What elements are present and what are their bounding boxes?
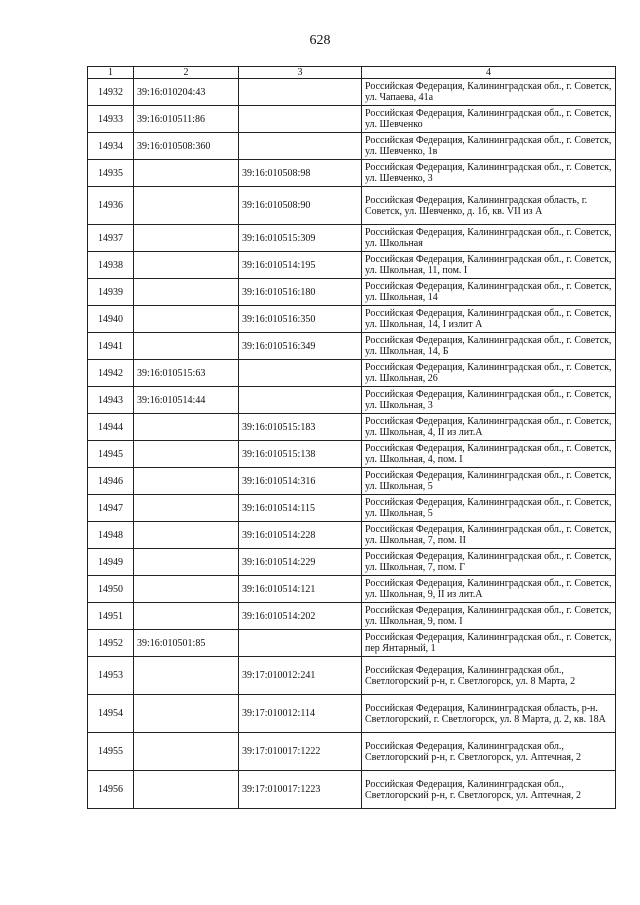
address-cell: Российская Федерация, Калининградская обл., г. Советск, ул. Школьная, 4, пом. I <box>362 441 616 468</box>
address-cell: Российская Федерация, Калининградская обл., г. Советск, ул. Шевченко, 1в <box>362 133 616 160</box>
cadastral-number-cell-alt <box>239 106 362 133</box>
row-number-cell: 14935 <box>88 160 134 187</box>
address-cell: Российская Федерация, Калининградская обл., г. Советск, ул. Школьная, 7, пом. II <box>362 522 616 549</box>
table-row <box>88 79 616 106</box>
cadastral-number-cell <box>134 225 239 252</box>
cadastral-number-cell: 39:16:010501:85 <box>134 630 239 657</box>
address-cell: Российская Федерация, Калининградская обл., г. Советск, ул. Школьная, 9, пом. I <box>362 603 616 630</box>
cadastral-number-cell-alt <box>239 360 362 387</box>
address-cell: Российская Федерация, Калининградская обл., г. Советск, ул. Школьная, 14 <box>362 279 616 306</box>
cadastral-number-cell <box>134 603 239 630</box>
cadastral-number-cell-alt: 39:16:010515:309 <box>239 225 362 252</box>
row-number-cell: 14950 <box>88 576 134 603</box>
cadastral-number-cell-alt: 39:16:010514:229 <box>239 549 362 576</box>
column-header-1: 1 <box>88 67 134 79</box>
cadastral-number-cell-alt <box>239 133 362 160</box>
row-number-cell: 14953 <box>88 657 134 695</box>
table-row <box>88 225 616 252</box>
row-number-cell: 14945 <box>88 441 134 468</box>
cadastral-number-cell <box>134 252 239 279</box>
cadastral-number-cell <box>134 441 239 468</box>
cadastral-number-cell <box>134 549 239 576</box>
column-header-4: 4 <box>362 67 616 79</box>
cadastral-number-cell: 39:16:010508:360 <box>134 133 239 160</box>
column-header-2: 2 <box>134 67 239 79</box>
table-row <box>88 630 616 657</box>
page-number: 628 <box>309 33 331 48</box>
address-cell: Российская Федерация, Калининградская обл., Светлогорский р-н, г. Светлогорск, ул. Аптечная, 2 <box>362 733 616 771</box>
table-row <box>88 603 616 630</box>
table-row <box>88 360 616 387</box>
table-row <box>88 522 616 549</box>
address-cell: Российская Федерация, Калининградская обл., г. Советск, ул. Школьная <box>362 225 616 252</box>
cadastral-number-cell: 39:16:010511:86 <box>134 106 239 133</box>
table-row <box>88 549 616 576</box>
cadastral-number-cell-alt: 39:17:010012:114 <box>239 695 362 733</box>
table-row <box>88 160 616 187</box>
row-number-cell: 14937 <box>88 225 134 252</box>
address-cell: Российская Федерация, Калининградская обл., г. Советск, ул. Шевченко <box>362 106 616 133</box>
row-number-cell: 14942 <box>88 360 134 387</box>
table-row <box>88 333 616 360</box>
row-number-cell: 14934 <box>88 133 134 160</box>
cadastral-number-cell-alt: 39:16:010514:202 <box>239 603 362 630</box>
table-row <box>88 468 616 495</box>
table-row <box>88 495 616 522</box>
cadastral-number-cell-alt: 39:16:010514:121 <box>239 576 362 603</box>
cadastral-number-cell-alt: 39:16:010515:138 <box>239 441 362 468</box>
address-cell: Российская Федерация, Калининградская обл., г. Советск, ул. Школьная, 7, пом. Г <box>362 549 616 576</box>
address-cell: Российская Федерация, Калининградская обл., г. Советск, ул. Школьная, 11, пом. I <box>362 252 616 279</box>
row-number-cell: 14933 <box>88 106 134 133</box>
cadastral-number-cell <box>134 279 239 306</box>
cadastral-number-cell-alt: 39:16:010516:350 <box>239 306 362 333</box>
row-number-cell: 14938 <box>88 252 134 279</box>
table-row <box>88 106 616 133</box>
cadastral-number-cell-alt: 39:16:010508:98 <box>239 160 362 187</box>
address-cell: Российская Федерация, Калининградская обл., г. Советск, ул. Школьная, 14, I излит А <box>362 306 616 333</box>
cadastral-number-cell <box>134 414 239 441</box>
cadastral-number-cell-alt: 39:16:010514:195 <box>239 252 362 279</box>
cadastral-number-cell-alt: 39:16:010514:115 <box>239 495 362 522</box>
row-number-cell: 14946 <box>88 468 134 495</box>
address-cell: Российская Федерация, Калининградская обл., г. Советск, ул. Школьная, 26 <box>362 360 616 387</box>
cadastral-number-cell <box>134 160 239 187</box>
address-cell: Российская Федерация, Калининградская обл., г. Советск, ул. Школьная, 14, Б <box>362 333 616 360</box>
cadastral-number-cell-alt <box>239 387 362 414</box>
table-row <box>88 657 616 695</box>
cadastral-number-cell <box>134 306 239 333</box>
address-cell: Российская Федерация, Калининградская обл., г. Советск, ул. Школьная, 5 <box>362 495 616 522</box>
address-cell: Российская Федерация, Калининградская обл., Светлогорский р-н, г. Светлогорск, ул. 8 Марта, 2 <box>362 657 616 695</box>
row-number-cell: 14941 <box>88 333 134 360</box>
address-cell: Российская Федерация, Калининградская обл., г. Советск, ул. Школьная, 5 <box>362 468 616 495</box>
table-row <box>88 279 616 306</box>
cadastral-number-cell <box>134 333 239 360</box>
cadastral-number-cell-alt: 39:16:010516:180 <box>239 279 362 306</box>
address-cell: Российская Федерация, Калининградская обл., г. Советск, ул. Школьная, 9, II из лит.А <box>362 576 616 603</box>
cadastral-number-cell-alt: 39:16:010514:316 <box>239 468 362 495</box>
address-cell: Российская Федерация, Калининградская обл., г. Советск, пер Янтарный, 1 <box>362 630 616 657</box>
address-cell: Российская Федерация, Калининградская обл., г. Советск, ул. Школьная, 4, II из лит.А <box>362 414 616 441</box>
table-row <box>88 252 616 279</box>
row-number-cell: 14940 <box>88 306 134 333</box>
row-number-cell: 14951 <box>88 603 134 630</box>
row-number-cell: 14944 <box>88 414 134 441</box>
address-cell: Российская Федерация, Калининградская обл., г. Советск, ул. Школьная, 3 <box>362 387 616 414</box>
table-row <box>88 441 616 468</box>
cadastral-number-cell: 39:16:010514:44 <box>134 387 239 414</box>
table-row <box>88 414 616 441</box>
cadastral-number-cell-alt: 39:16:010516:349 <box>239 333 362 360</box>
table-row <box>88 133 616 160</box>
cadastral-number-cell <box>134 695 239 733</box>
cadastral-number-cell-alt: 39:17:010017:1223 <box>239 771 362 809</box>
table-row <box>88 576 616 603</box>
address-cell: Российская Федерация, Калининградская обл., г. Советск, ул. Чапаева, 41а <box>362 79 616 106</box>
registry-table <box>87 66 616 809</box>
row-number-cell: 14955 <box>88 733 134 771</box>
cadastral-number-cell-alt: 39:16:010515:183 <box>239 414 362 441</box>
row-number-cell: 14932 <box>88 79 134 106</box>
cadastral-number-cell <box>134 733 239 771</box>
row-number-cell: 14939 <box>88 279 134 306</box>
row-number-cell: 14952 <box>88 630 134 657</box>
row-number-cell: 14936 <box>88 187 134 225</box>
cadastral-number-cell-alt: 39:17:010012:241 <box>239 657 362 695</box>
table-body <box>88 79 616 809</box>
table-row <box>88 387 616 414</box>
address-cell: Российская Федерация, Калининградская обл., Светлогорский р-н, г. Светлогорск, ул. Аптечная, 2 <box>362 771 616 809</box>
cadastral-number-cell-alt: 39:16:010508:90 <box>239 187 362 225</box>
table-row <box>88 733 616 771</box>
table-row <box>88 771 616 809</box>
cadastral-number-cell-alt <box>239 79 362 106</box>
cadastral-number-cell <box>134 771 239 809</box>
cadastral-number-cell <box>134 468 239 495</box>
cadastral-number-cell <box>134 657 239 695</box>
cadastral-number-cell <box>134 495 239 522</box>
row-number-cell: 14956 <box>88 771 134 809</box>
address-cell: Российская Федерация, Калининградская область, р-н. Светлогорский, г. Светлогорск, ул. 8 Марта, д. 2, кв. 18А <box>362 695 616 733</box>
cadastral-number-cell <box>134 187 239 225</box>
row-number-cell: 14948 <box>88 522 134 549</box>
column-header-3: 3 <box>239 67 362 79</box>
address-cell: Российская Федерация, Калининградская обл., г. Советск, ул. Шевченко, 3 <box>362 160 616 187</box>
row-number-cell: 14947 <box>88 495 134 522</box>
row-number-cell: 14954 <box>88 695 134 733</box>
table-row <box>88 187 616 225</box>
row-number-cell: 14949 <box>88 549 134 576</box>
table-row <box>88 306 616 333</box>
header-row <box>88 67 616 79</box>
cadastral-number-cell <box>134 576 239 603</box>
cadastral-number-cell-alt: 39:17:010017:1222 <box>239 733 362 771</box>
cadastral-number-cell: 39:16:010515:63 <box>134 360 239 387</box>
table-row <box>88 695 616 733</box>
address-cell: Российская Федерация, Калининградская область, г. Советск, ул. Шевченко, д. 1б, кв. VII из А <box>362 187 616 225</box>
row-number-cell: 14943 <box>88 387 134 414</box>
cadastral-number-cell-alt: 39:16:010514:228 <box>239 522 362 549</box>
cadastral-number-cell: 39:16:010204:43 <box>134 79 239 106</box>
cadastral-number-cell-alt <box>239 630 362 657</box>
cadastral-number-cell <box>134 522 239 549</box>
